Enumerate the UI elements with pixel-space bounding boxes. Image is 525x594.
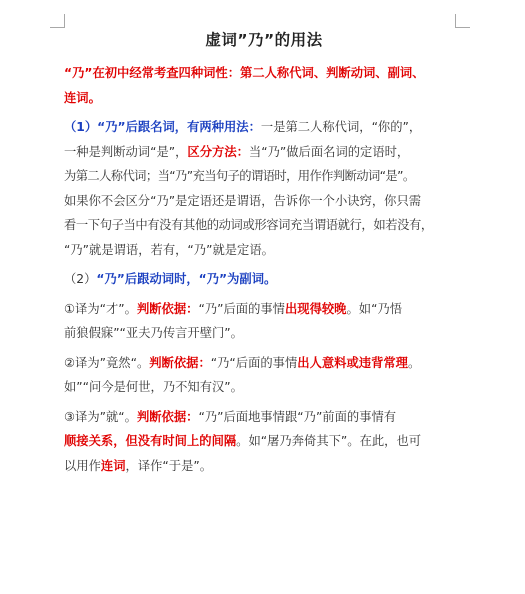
item1-paragraph — [64, 297, 464, 346]
page-title: 虚词”乃”的用法 — [205, 31, 323, 49]
section2-prefix: （2） — [64, 272, 97, 286]
item3-label: 判断依据： — [136, 409, 199, 424]
corner-mark-top-left-v — [64, 14, 65, 28]
item3-paragraph — [64, 405, 464, 479]
item1-a: ①译为“才”。 — [64, 301, 137, 316]
item2-label: 判断依据： — [149, 355, 211, 370]
item2-emphasis: 出人意料或违背常理 — [297, 355, 408, 370]
item1-c: 。如“乃悟 — [346, 301, 403, 316]
item3-line3-emphasis: 连词 — [100, 458, 126, 473]
item3-emphasis: 顺接关系，但没有时间上的间隔 — [64, 434, 237, 448]
section1-line2b: 当“乃”做后面名词的定语时， — [248, 144, 410, 159]
item1-emphasis: 出现得较晚 — [284, 301, 347, 316]
section1-line5: 看一下句子当中有没有其他的动词或形容词充当谓语就行，如若没有， — [64, 218, 433, 232]
section1-line6: “乃”就是谓语，若有，“乃”就是定语。 — [64, 242, 274, 257]
intro-line-1: “乃”在初中经常考查四种词性：第二人称代词、判断动词、副词、 — [64, 66, 425, 80]
section2-heading: “乃”后跟动词时，“乃”为副词。 — [96, 272, 277, 286]
section1-line1: 一是第二人称代词，“你的”， — [260, 120, 422, 134]
section1-line3: 为第二人称代词；当“乃”充当句子的谓语时，用作作判断动词“是”。 — [64, 169, 415, 183]
item1-b: “乃”后面的事情 — [198, 301, 285, 316]
document-page — [64, 28, 464, 483]
section1-heading: （1）“乃”后跟名词，有两种用法： — [64, 120, 261, 134]
corner-mark-top-right-v — [455, 14, 456, 28]
item2-c: 。 — [407, 355, 421, 370]
item2-a: ②译为”竟然“。 — [64, 355, 150, 370]
item1-label: 判断依据： — [136, 301, 199, 316]
section1-method-label: 区分方法： — [187, 144, 249, 159]
item3-line3a: 以用作 — [64, 458, 101, 473]
section2-paragraph — [64, 267, 464, 292]
item2-line2: 如”“问今是何世，乃不知有汉”。 — [64, 380, 243, 394]
section1-line4: 如果你不会区分“乃”是定语还是谓语，告诉你一个小诀窍，你只需 — [64, 193, 422, 208]
item2-b: “乃“后面的事情 — [210, 355, 298, 370]
item3-line3b: ，译作“于是”。 — [125, 458, 213, 473]
section1-paragraph — [64, 115, 464, 262]
intro-line-2: 连词。 — [64, 90, 101, 105]
item3-a: ③译为”就“。 — [64, 409, 137, 424]
item3-c: 。如“屠乃奔倚其下”。在此，也可 — [236, 434, 422, 448]
corner-mark-top-left-h — [50, 27, 64, 28]
item1-line2: 前狼假寐”“亚夫乃传言开壁门”。 — [64, 326, 243, 340]
intro-paragraph — [64, 61, 464, 110]
item3-b: “乃”后面地事情跟“乃”前面的事情有 — [198, 409, 397, 424]
item2-paragraph — [64, 351, 464, 400]
section1-line2a: 一种是判断动词“是”， — [64, 144, 188, 159]
